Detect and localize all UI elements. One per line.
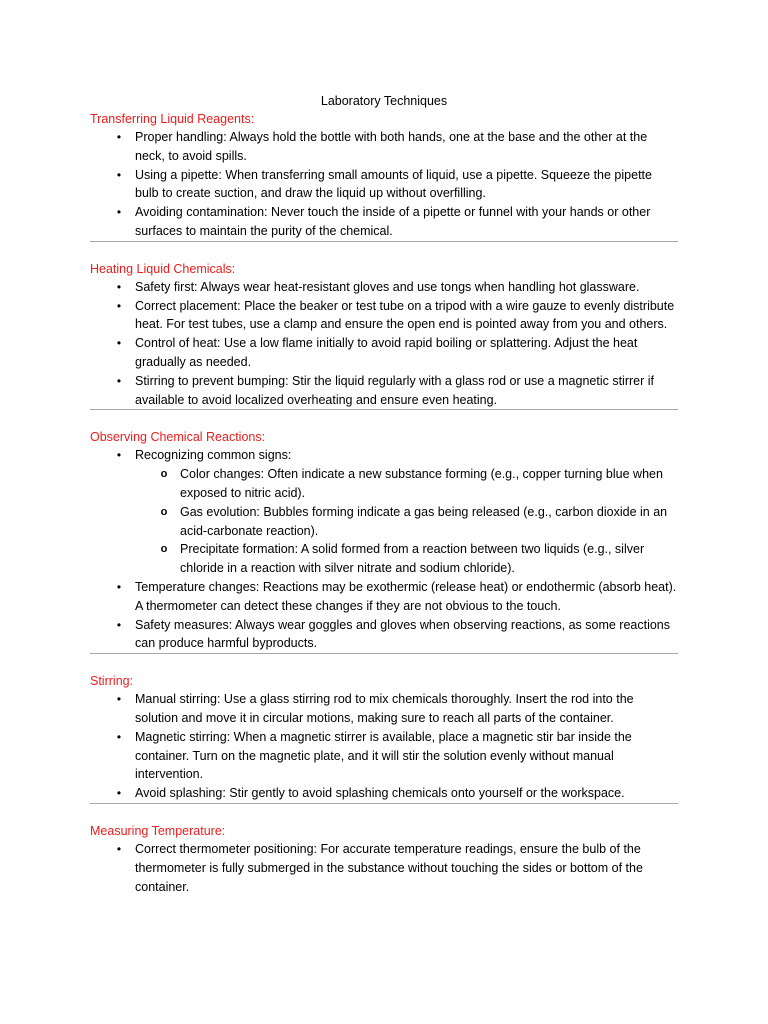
bullet-icon: • [116, 729, 122, 744]
list-item-text: Magnetic stirring: When a magnetic stirrer is available, place a magnetic stir bar inside the container. Turn on the magnetic plate, and it will stir the solution evenly without manual intervention. [135, 729, 632, 782]
document-page [90, 92, 678, 896]
list-item-text: Temperature changes: Reactions may be exothermic (release heat) or endothermic (absorb heat). A thermometer can detect these changes if they are not obvious to the touch. [135, 579, 677, 613]
list-item-text: Stirring to prevent bumping: Stir the liquid regularly with a glass rod or use a magnetic stirrer if available to avoid localized overheating and ensure even heating. [135, 373, 654, 407]
section-observing-chemical-reactions [90, 428, 678, 653]
sub-bullet-icon: o [160, 468, 168, 481]
bullet-icon: • [116, 373, 122, 388]
list-item [90, 278, 678, 297]
bullet-icon: • [116, 617, 122, 632]
bullet-icon: • [116, 336, 122, 351]
sub-list-item-text: Gas evolution: Bubbles forming indicate a gas being released (e.g., carbon dioxide in an acid-carbonate reaction). [180, 504, 668, 538]
list-item-text: Safety first: Always wear heat-resistant gloves and use tongs when handling hot glassware. [135, 279, 640, 294]
bullet-icon: • [116, 279, 122, 294]
sub-list-item [135, 465, 678, 503]
section-transferring-liquid-reagents [90, 110, 678, 241]
list-item-text: Avoid splashing: Stir gently to avoid splashing chemicals onto yourself or the workspace. [135, 786, 625, 801]
document-title: Laboratory Techniques [320, 94, 448, 108]
list-item [90, 784, 678, 803]
bullet-icon: • [116, 579, 122, 594]
sub-list [135, 465, 678, 578]
bullet-icon: • [116, 448, 122, 463]
sub-list-item [135, 503, 678, 541]
sub-bullet-icon: o [160, 505, 168, 518]
sub-list-item [135, 540, 678, 578]
list-item-text: Manual stirring: Use a glass stirring rod to mix chemicals thoroughly. Insert the rod into the solution and move it in circular motions, making sure to reach all parts of the container. [135, 692, 634, 725]
list-item [90, 166, 678, 204]
sub-bullet-icon: o [160, 543, 168, 556]
bullet-icon: • [116, 130, 122, 144]
section-heading: Stirring: [90, 674, 134, 689]
section-heading: Transferring Liquid Reagents: [90, 112, 255, 126]
list-item-text: Avoiding contamination: Never touch the inside of a pipette or funnel with your hands or other surfaces to maintain the purity of the chemical. [135, 205, 651, 238]
bullet-list [90, 278, 678, 410]
bullet-icon: • [116, 692, 122, 707]
section-measuring-temperature [90, 822, 678, 896]
section-stirring [90, 672, 678, 803]
list-item-text: Correct thermometer positioning: For accurate temperature readings, ensure the bulb of the thermometer is fully submerged in the substance without touching the sides or bottom of the container. [135, 841, 643, 894]
bullet-icon: • [116, 841, 122, 856]
bullet-list [90, 690, 678, 803]
list-item [90, 203, 678, 241]
bullet-list [90, 446, 678, 653]
list-item [90, 728, 678, 784]
sub-list-item-text: Precipitate formation: A solid formed from a reaction between two liquids (e.g., silver chloride in a reaction with silver nitrate and sodium chloride). [180, 542, 645, 576]
bullet-list [90, 840, 678, 896]
section-heading: Observing Chemical Reactions: [90, 430, 266, 445]
bullet-icon: • [116, 167, 122, 182]
list-item-text: Safety measures: Always wear goggles and gloves when observing reactions, as some reactions can produce harmful byproducts. [135, 617, 671, 651]
list-item [90, 578, 678, 616]
section-heading: Heating Liquid Chemicals: [90, 261, 236, 276]
list-item [90, 372, 678, 410]
list-item [90, 446, 678, 578]
list-item [90, 334, 678, 372]
bullet-list [90, 128, 678, 241]
list-item [90, 690, 678, 728]
list-item [90, 840, 678, 896]
list-item-text: Using a pipette: When transferring small amounts of liquid, use a pipette. Squeeze the pipette bulb to create suction, and draw the liquid up without overfilling. [135, 167, 652, 201]
list-item [90, 128, 678, 166]
bullet-icon: • [116, 298, 122, 313]
section-heading: Measuring Temperature: [90, 823, 226, 838]
list-item-text: Correct placement: Place the beaker or test tube on a tripod with a wire gauze to evenly distribute heat. For test tubes, use a clamp and ensure the open end is pointed away from you and others. [135, 298, 675, 332]
bullet-icon: • [116, 205, 122, 220]
list-item [90, 297, 678, 335]
list-item-text: Proper handling: Always hold the bottle with both hands, one at the base and the other at the neck, to avoid spills. [135, 130, 648, 163]
list-item-text: Control of heat: Use a low flame initially to avoid rapid boiling or splattering. Adjust the heat gradually as needed. [135, 336, 638, 369]
list-item-text: Recognizing common signs: [135, 448, 292, 463]
bullet-icon: • [116, 786, 122, 801]
list-item [90, 616, 678, 654]
section-heating-liquid-chemicals [90, 260, 678, 410]
sub-list-item-text: Color changes: Often indicate a new substance forming (e.g., copper turning blue when exposed to nitric acid). [180, 467, 663, 500]
